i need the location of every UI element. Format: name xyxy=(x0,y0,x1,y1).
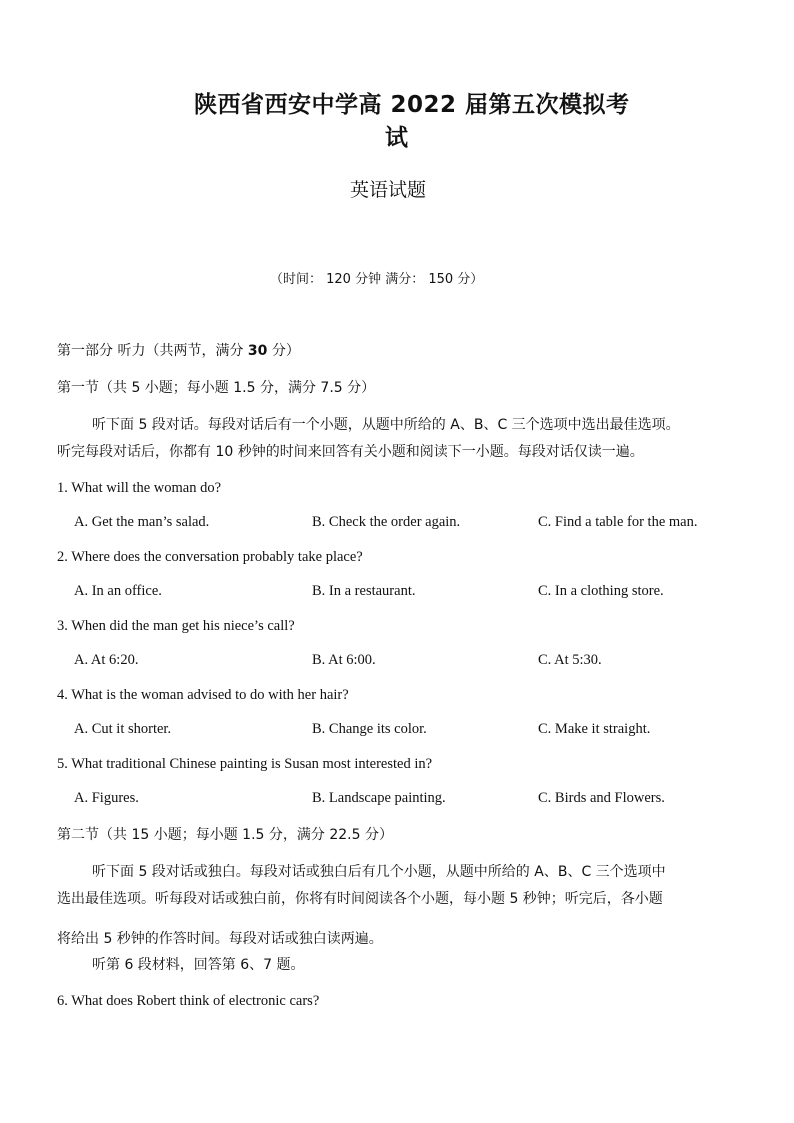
material-note: 听第 6 段材料，回答第 6、7 题。 xyxy=(92,957,305,973)
option-a: A. Get the man’s salad. xyxy=(74,514,210,530)
option-a: A. In an office. xyxy=(74,583,162,599)
option-c: C. In a clothing store. xyxy=(538,583,664,599)
question-stem: 2. Where does the conversation probably take place? xyxy=(57,549,363,565)
part1-heading-score: 30 xyxy=(247,343,268,359)
option-b: B. In a restaurant. xyxy=(312,583,416,599)
section1-heading: 第一节（共 5 小题；每小题 1.5 分，满分 7.5 分） xyxy=(57,380,376,396)
section1-instruction-line2: 听完每段对话后，你都有 10 秒钟的时间来回答有关小题和阅读下一小题。每段对话仅读一遍。 xyxy=(57,444,644,460)
option-b: B. Check the order again. xyxy=(312,514,461,530)
option-b: B. Landscape painting. xyxy=(312,790,446,806)
exam-title-line1: 陕西省西安中学高 2022 届第五次模拟考 xyxy=(194,92,630,118)
part1-heading xyxy=(57,340,300,360)
question-stem: 3. When did the man get his niece’s call? xyxy=(57,618,295,634)
option-c: C. At 5:30. xyxy=(538,652,602,668)
exam-title-line2: 试 xyxy=(385,125,409,151)
part1-heading-prefix: 第一部分 听力（共两节，满分 xyxy=(57,343,248,359)
option-b: B. Change its color. xyxy=(312,721,427,737)
exam-info: （时间： 120 分钟 满分： 150 分） xyxy=(270,272,484,287)
exam-subject: 英语试题 xyxy=(350,179,427,201)
question-stem: 4. What is the woman advised to do with her hair? xyxy=(57,687,349,703)
section2-instruction-line3: 将给出 5 秒钟的作答时间。每段对话或独白读两遍。 xyxy=(57,931,383,947)
option-a: A. Figures. xyxy=(74,790,139,806)
option-a: A. Cut it shorter. xyxy=(74,721,172,737)
option-c: C. Birds and Flowers. xyxy=(538,790,665,806)
section2-instruction-line1: 听下面 5 段对话或独白。每段对话或独白后有几个小题，从题中所给的 A、B、C 三个选项中 xyxy=(92,864,666,880)
option-c: C. Find a table for the man. xyxy=(538,514,698,530)
option-b: B. At 6:00. xyxy=(312,652,376,668)
section2-instruction-line2: 选出最佳选项。听每段对话或独白前，你将有时间阅读各个小题，每小题 5 秒钟；听完后，各小题 xyxy=(57,891,663,907)
question-stem: 1. What will the woman do? xyxy=(57,480,222,496)
option-c: C. Make it straight. xyxy=(538,721,651,737)
section2-heading: 第二节（共 15 小题；每小题 1.5 分，满分 22.5 分） xyxy=(57,827,393,843)
part1-heading-suffix: 分） xyxy=(267,343,300,359)
question-stem: 6. What does Robert think of electronic cars? xyxy=(57,993,320,1009)
question-stem: 5. What traditional Chinese painting is Susan most interested in? xyxy=(57,756,433,772)
option-a: A. At 6:20. xyxy=(74,652,139,668)
section1-instruction-line1: 听下面 5 段对话。每段对话后有一个小题，从题中所给的 A、B、C 三个选项中选出最佳选项。 xyxy=(92,417,680,433)
